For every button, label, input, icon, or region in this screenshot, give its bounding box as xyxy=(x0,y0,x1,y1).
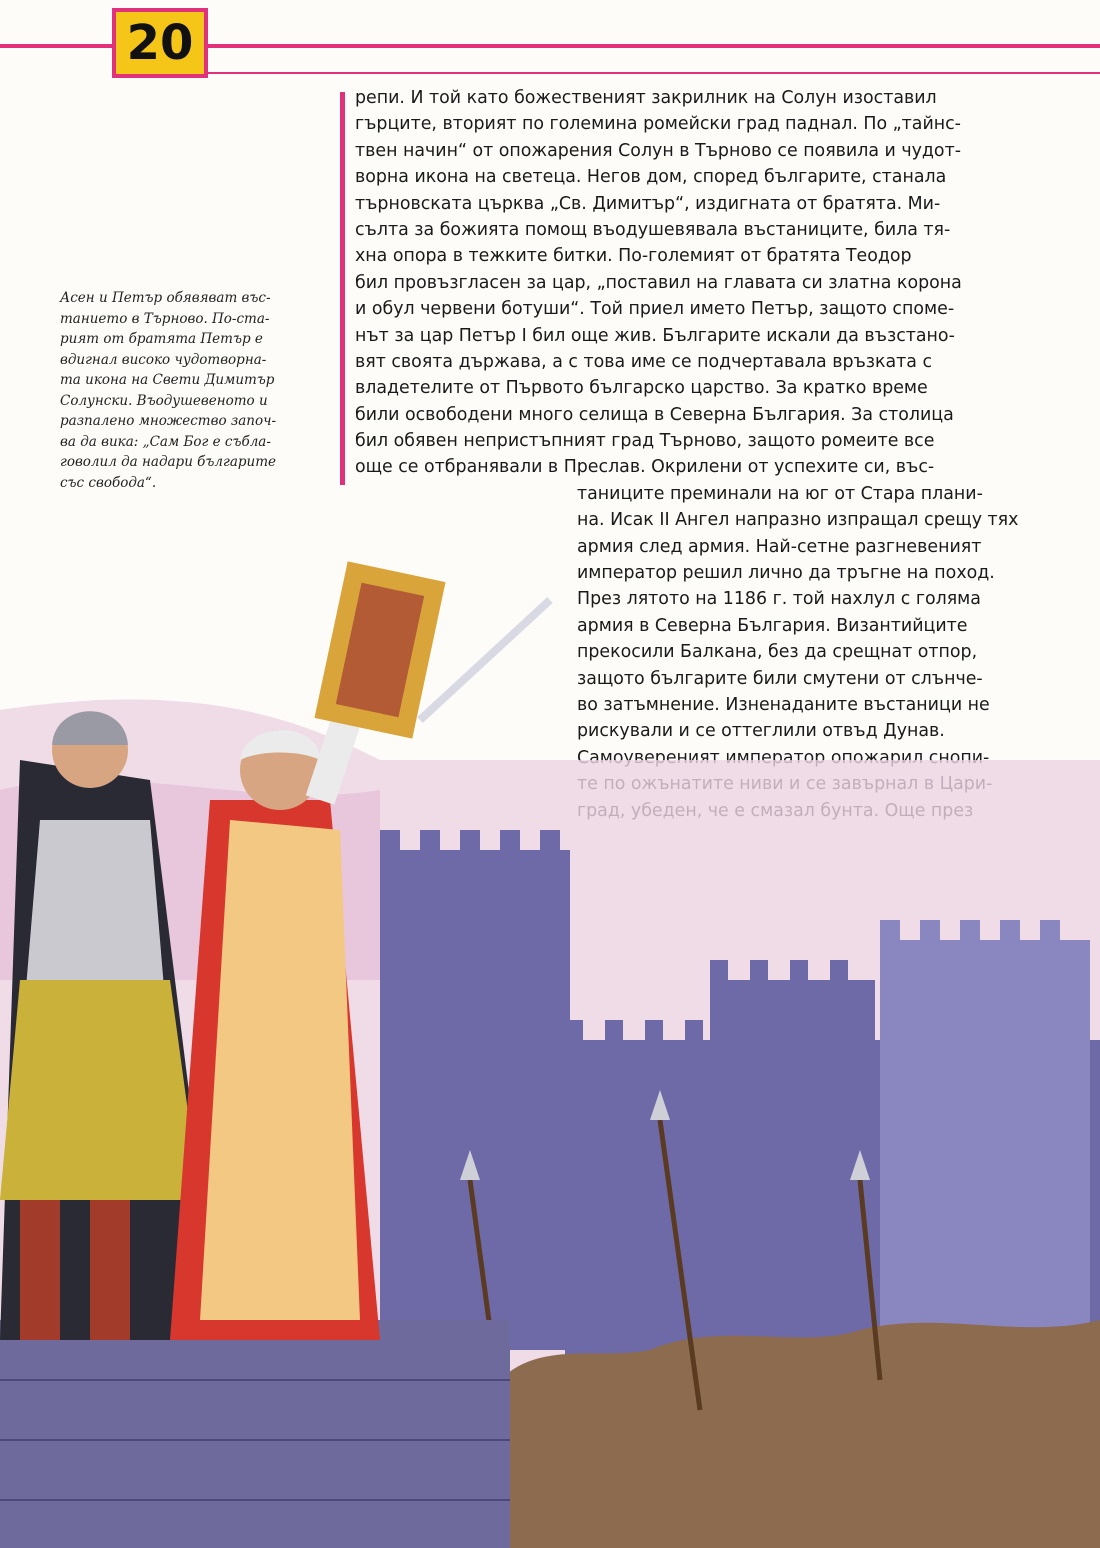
text-line: вят своята държава, а с това име се подчертавала връзката с xyxy=(355,351,933,372)
stone-platform xyxy=(0,1320,510,1548)
caption-line: Асен и Петър обявяват въс- xyxy=(60,290,271,306)
text-line: владетелите от Първото българско царство. За кратко време xyxy=(355,378,928,399)
caption-line: разпалено множество започ- xyxy=(60,413,277,429)
text-line: ворна икона на светеца. Негов дом, според българите, станала xyxy=(355,167,947,188)
text-line: През лятото на 1186 г. той нахлул с голяма xyxy=(577,589,981,610)
text-line: нът за цар Петър I бил още жив. Българите искали да възстано- xyxy=(355,325,955,346)
text-line: още се отбранявали в Преслав. Окрилени от успехите си, въс- xyxy=(355,457,935,478)
caption-line: говолил да надари българите xyxy=(60,454,277,470)
uprising-illustration xyxy=(0,560,1100,1548)
text-line: бил обявен непристъпният град Търново, защото ромеите все xyxy=(355,431,935,452)
text-line: армия след армия. Най-сетне разгневеният xyxy=(577,536,982,557)
text-line: търновската църква „Св. Димитър“, издигната от братята. Ми- xyxy=(355,193,941,214)
text-line: бил провъзгласен за цар, „поставил на главата си златна корона xyxy=(355,272,962,293)
caption-line: със свобода“. xyxy=(60,474,157,491)
caption-line: ва да вика: „Сам Бог е съблa- xyxy=(60,433,271,450)
caption-line: Солунски. Въодушевеното и xyxy=(60,392,268,409)
text-line: на. Исак II Ангел напразно изпращал срещу тях xyxy=(577,510,1019,531)
text-line: защото българите били смутени от слънче- xyxy=(577,668,983,689)
text-line: били освободени много селища в Северна България. За столица xyxy=(355,404,954,425)
text-line: сълта за божията помощ въодушевявала въстаниците, била тя- xyxy=(355,219,951,240)
illustration-caption xyxy=(60,288,318,493)
text-line: хна опора в тежките битки. По-големият от братята Теодор xyxy=(355,246,912,267)
caption-line: вдигнал високо чудотворна- xyxy=(60,351,267,368)
text-line: таниците преминали на юг от Стара плани- xyxy=(577,483,983,504)
text-line: твен начин“ от опожарения Солун в Търново се появила и чудот- xyxy=(355,140,961,161)
text-line: и обул червени ботуши“. Той приел името Петър, защото споме- xyxy=(355,299,955,320)
caption-line: рият от братята Петър е xyxy=(60,331,263,347)
page-number-box xyxy=(112,8,208,78)
text-line: прекосили Балкана, без да срещнат отпор, xyxy=(577,642,978,663)
header-rule-bottom xyxy=(205,72,1100,74)
text-line: рискували и се оттеглили отвъд Дунав. xyxy=(577,721,945,742)
text-line: армия в Северна България. Византийците xyxy=(577,615,968,636)
text-line: Самоувереният император опожарил снопи- xyxy=(577,747,990,768)
text-column-rule xyxy=(340,92,345,485)
text-line: репи. И той като божественият закрилник на Солун изоставил xyxy=(355,88,937,108)
caption-line: танието в Търново. По-ста- xyxy=(60,310,270,327)
caption-line: та икона на Свети Димитър xyxy=(60,372,275,388)
crowd xyxy=(500,1320,1100,1548)
page-number: 20 xyxy=(126,15,194,71)
text-line: гърците, вторият по големина ромейски град паднал. По „тайнс- xyxy=(355,114,961,135)
text-line: император решил лично да тръгне на поход. xyxy=(577,563,995,584)
text-line: во затъмнение. Изненаданите въстаници не xyxy=(577,694,990,715)
